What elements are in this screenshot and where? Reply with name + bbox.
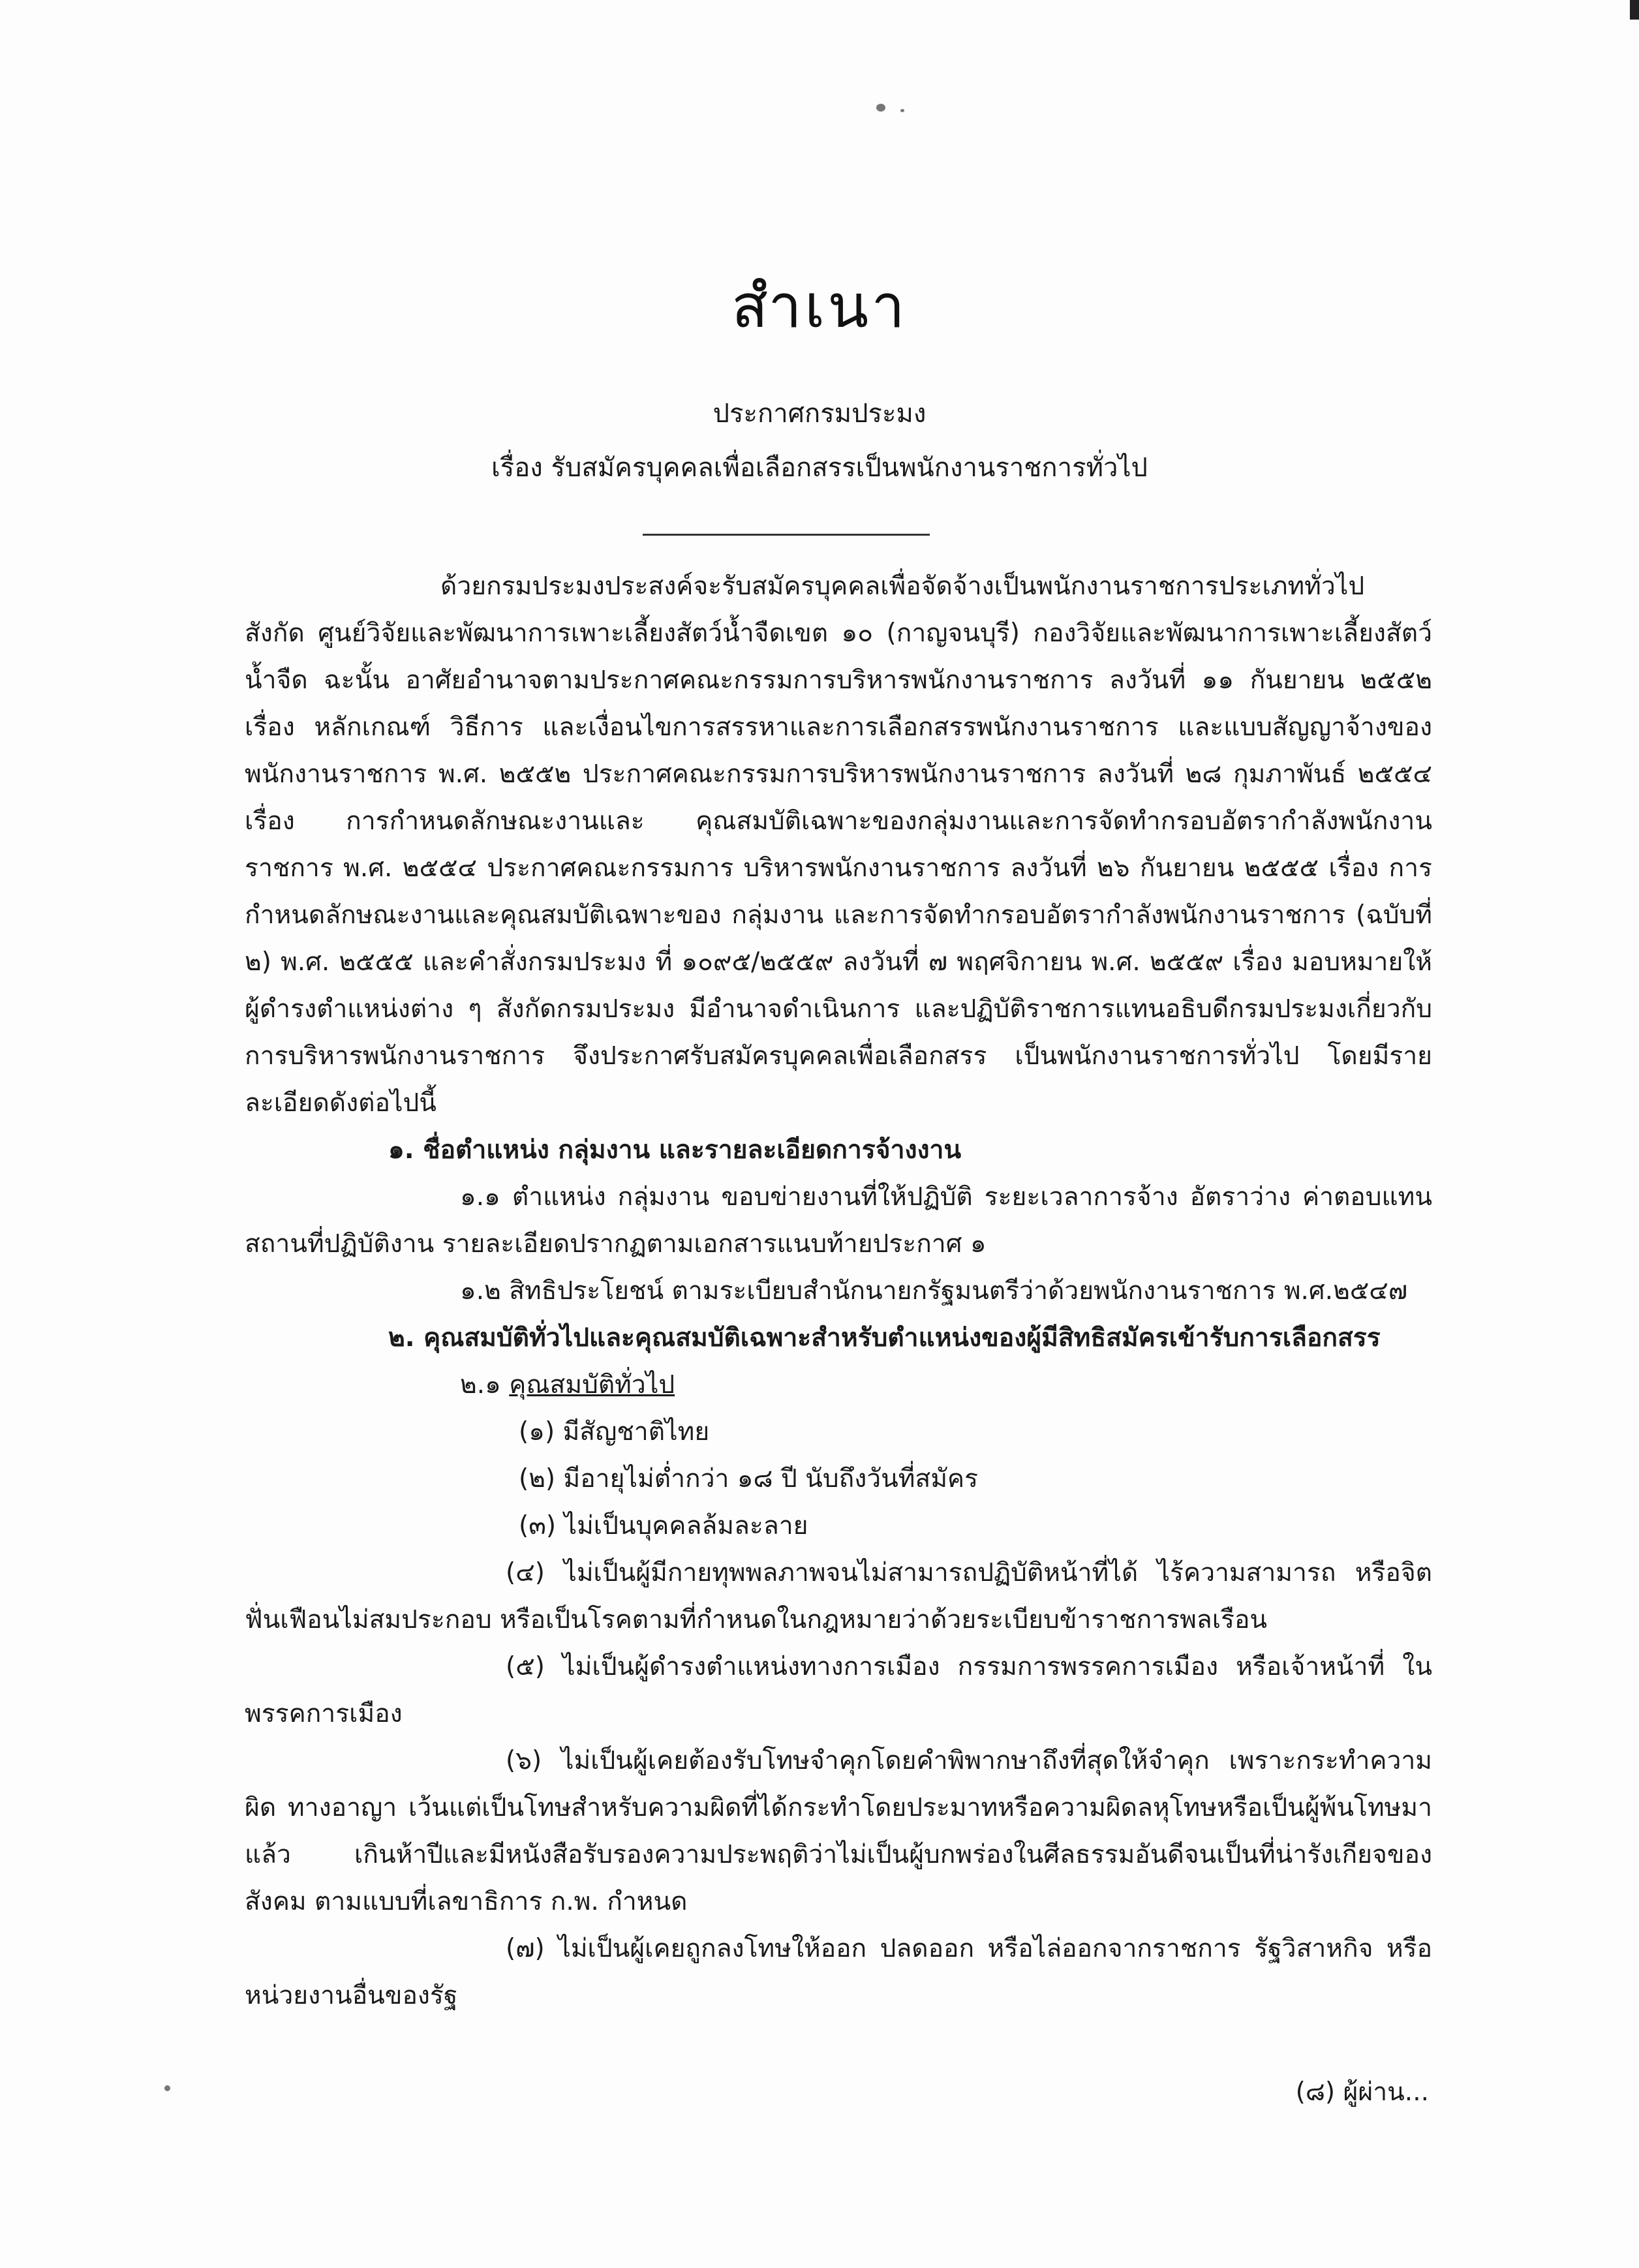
qualification-1: (๑) มีสัญชาติไทย: [519, 1417, 710, 1447]
qualification-3: (๓) ไม่เป็นบุคคลล้มละลาย: [519, 1511, 808, 1540]
scan-speck: [900, 109, 904, 112]
copy-stamp: สำเนา: [731, 271, 908, 341]
announcement-issuer: ประกาศกรมประมง: [712, 399, 927, 429]
scan-speck: [164, 2085, 170, 2091]
section-1-item-1: ๑.๑ ตำแหน่ง กลุ่มงาน ขอบข่ายงานที่ให้ปฏิบัติ ระยะเวลาการจ้าง อัตราว่าง ค่าตอบแทน สถานที่ปฏิบัติงาน รายละเอียดปรากฏตามเอกสารแนบท้ายประกาศ ๑: [245, 1182, 1432, 1259]
qualification-4: (๔) ไม่เป็นผู้มีกายทุพพลภาพจนไม่สามารถปฏิบัติหน้าที่ได้ ไร้ความสามารถ หรือจิต ฟั่นเฟือนไม่สมประกอบ หรือเป็นโรคตามที่กำหนดในกฎหมายว่าด้วยระเบียบข้าราชการพลเรือน: [245, 1558, 1432, 1634]
qualification-6: (๖) ไม่เป็นผู้เคยต้องรับโทษจำคุกโดยคำพิพากษาถึงที่สุดให้จำคุก เพราะกระทำความผิด ทางอาญา เว้นแต่เป็นโทษสำหรับความผิดที่ได้กระทำโดยประมาทหรือความผิดลหุโทษหรือเป็นผู้พ้นโทษมาแล้ว เกินห้าปีและมีหนังสือรับรองความประพฤติว่าไม่เป็นผู้บกพร่องในศีลธรรมอันดีจนเป็นที่น่ารังเกียจของสังคม ตามแบบที่เลขาธิการ ก.พ. กำหนด: [245, 1746, 1432, 1916]
qualification-7: (๗) ไม่เป็นผู้เคยถูกลงโทษให้ออก ปลดออก หรือไล่ออกจากราชการ รัฐวิสาหกิจ หรือ หน่วยงานอื่นของรัฐ: [245, 1934, 1432, 2010]
continuation-footer: (๘) ผู้ผ่าน...: [1295, 2077, 1429, 2107]
section-2-sub-title: คุณสมบัติทั่วไป: [509, 1370, 675, 1400]
section-1-heading: ๑. ชื่อตำแหน่ง กลุ่มงาน และรายละเอียดการจ้างงาน: [388, 1135, 962, 1165]
section-1-item-2: ๑.๒ สิทธิประโยชน์ ตามระเบียบสำนักนายกรัฐมนตรีว่าด้วยพนักงานราชการ พ.ศ.๒๕๔๗: [460, 1276, 1408, 1306]
announcement-subject: เรื่อง รับสมัครบุคคลเพื่อเลือกสรรเป็นพนักงานราชการทั่วไป: [491, 453, 1148, 483]
section-2-sub-number: ๒.๑: [460, 1370, 501, 1400]
section-2-subheading: [245, 1362, 1432, 1409]
scan-edge-mark: [1630, 0, 1639, 20]
scan-speck: [876, 104, 885, 112]
qualification-2: (๒) มีอายุไม่ต่ำกว่า ๑๘ ปี นับถึงวันที่สมัคร: [519, 1464, 979, 1494]
title-divider: [643, 534, 930, 536]
section-2-heading: ๒. คุณสมบัติทั่วไปและคุณสมบัติเฉพาะสำหรับตำแหน่งของผู้มีสิทธิสมัครเข้ารับการเลือกสรร: [388, 1323, 1381, 1353]
qualification-5: (๕) ไม่เป็นผู้ดำรงตำแหน่งทางการเมือง กรรมการพรรคการเมือง หรือเจ้าหน้าที่ ในพรรคการเมือง: [245, 1652, 1432, 1728]
document-body: [245, 563, 1432, 2019]
intro-paragraph: ด้วยกรมประมงประสงค์จะรับสมัครบุคคลเพื่อจัดจ้างเป็นพนักงานราชการประเภททั่วไป สังกัด ศูนย์วิจัยและพัฒนาการเพาะเลี้ยงสัตว์น้ำจืดเขต ๑๐ (กาญจนบุรี) กองวิจัยและพัฒนาการเพาะเลี้ยงสัตว์น้ำจืด ฉะนั้น อาศัยอำนาจตามประกาศคณะกรรมการบริหารพนักงานราชการ ลงวันที่ ๑๑ กันยายน ๒๕๕๒ เรื่อง หลักเกณฑ์ วิธีการ และเงื่อนไขการสรรหาและการเลือกสรรพนักงานราชการ และแบบสัญญาจ้างของพนักงานราชการ พ.ศ. ๒๕๕๒ ประกาศคณะกรรมการบริหารพนักงานราชการ ลงวันที่ ๒๘ กุมภาพันธ์ ๒๕๕๔ เรื่อง การกำหนดลักษณะงานและ คุณสมบัติเฉพาะของกลุ่มงานและการจัดทำกรอบอัตรากำลังพนักงานราชการ พ.ศ. ๒๕๕๔ ประกาศคณะกรรมการ บริหารพนักงานราชการ ลงวันที่ ๒๖ กันยายน ๒๕๕๕ เรื่อง การกำหนดลักษณะงานและคุณสมบัติเฉพาะของ กลุ่มงาน และการจัดทำกรอบอัตรากำลังพนักงานราชการ (ฉบับที่ ๒) พ.ศ. ๒๕๕๕ และคำสั่งกรมประมง ที่ ๑๐๙๕/๒๕๕๙ ลงวันที่ ๗ พฤศจิกายน พ.ศ. ๒๕๕๙ เรื่อง มอบหมายให้ผู้ดำรงตำแหน่งต่าง ๆ สังกัดกรมประมง มีอำนาจดำเนินการ และปฏิบัติราชการแทนอธิบดีกรมประมงเกี่ยวกับการบริหารพนักงานราชการ จึงประกาศรับสมัครบุคคลเพื่อเลือกสรร เป็นพนักงานราชการทั่วไป โดยมีรายละเอียดดังต่อไปนี้: [245, 572, 1433, 1118]
